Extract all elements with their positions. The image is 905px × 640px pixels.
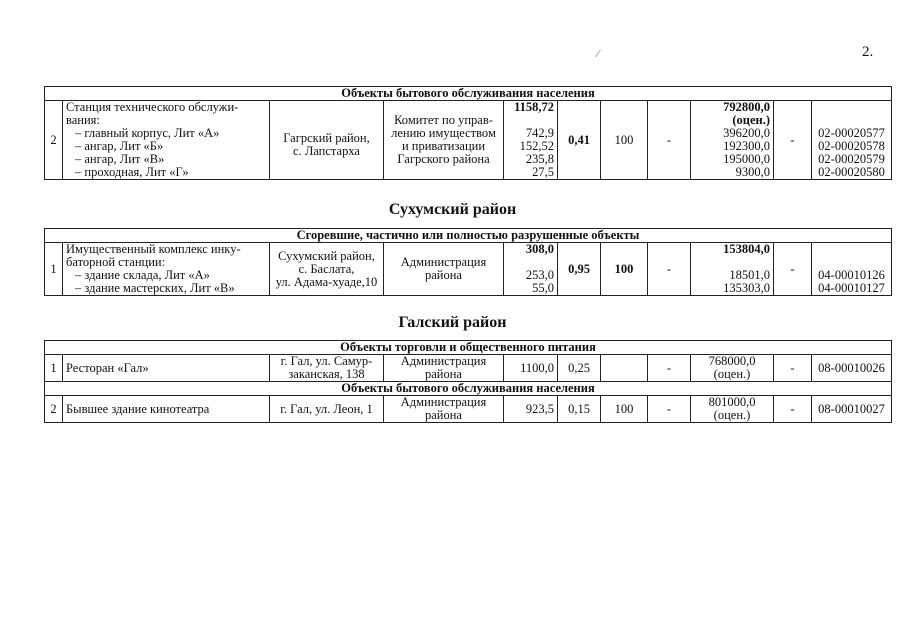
row-number: 1 (45, 355, 63, 382)
object-location: Сухумский район, с. Баслата, ул. Адама-хуаде,10 (270, 243, 384, 296)
registry-number: 08-00010027 (812, 396, 892, 423)
object-area: 923,5 (504, 396, 558, 423)
row-number: 2 (45, 396, 63, 423)
object-location: Гагрский район, с. Лапстарха (270, 101, 384, 180)
object-dash-2: - (774, 396, 812, 423)
table-row (45, 101, 892, 180)
object-value: 792800,0 (оцен.) 396200,0 192300,0 195000,0 9300,0 (691, 101, 774, 180)
scan-mark: ⁄ (597, 48, 599, 60)
object-holder: Администрация района (384, 396, 504, 423)
object-percent: 100 (601, 101, 648, 180)
object-dash-2: - (774, 355, 812, 382)
object-dash: - (648, 101, 691, 180)
object-percent: 100 (601, 243, 648, 296)
object-area: 1100,0 (504, 355, 558, 382)
property-table-sukhum (44, 228, 892, 296)
district-heading: Сухумский район (388, 201, 517, 218)
object-dash: - (648, 396, 691, 423)
object-holder: Администрация района (384, 243, 504, 296)
object-holder: Администрация района (384, 355, 504, 382)
object-ratio: 0,41 (558, 101, 601, 180)
table-row (45, 355, 892, 382)
object-name: Ресторан «Гал» (63, 355, 270, 382)
section-header: Объекты торговли и общественного питания (45, 341, 892, 355)
object-location: г. Гал, ул. Леон, 1 (270, 396, 384, 423)
object-name: Бывшее здание кинотеатра (63, 396, 270, 423)
table-row (45, 243, 892, 296)
district-heading: Галский район (398, 314, 507, 331)
registry-numbers: 02-00020577 02-00020578 02-00020579 02-00020580 (812, 101, 892, 180)
row-number: 1 (45, 243, 63, 296)
object-value: 768000,0 (оцен.) (691, 355, 774, 382)
table-row (45, 396, 892, 423)
object-dash: - (648, 243, 691, 296)
object-dash-2: - (774, 243, 812, 296)
object-location: г. Гал, ул. Самур- заканская, 138 (270, 355, 384, 382)
page-number: 2. (862, 44, 874, 60)
section-header: Объекты бытового обслуживания населения (45, 87, 892, 101)
object-holder: Комитет по управ- лению имуществом и приватизации Гагрского района (384, 101, 504, 180)
property-table-gal (44, 340, 892, 423)
section-header: Объекты бытового обслуживания населения (45, 382, 892, 396)
property-table-gagra (44, 86, 892, 180)
object-dash: - (648, 355, 691, 382)
object-area: 308,0 253,0 55,0 (504, 243, 558, 296)
section-header: Сгоревшие, частично или полностью разрушенные объекты (45, 229, 892, 243)
registry-numbers: 04-00010126 04-00010127 (812, 243, 892, 296)
object-ratio: 0,95 (558, 243, 601, 296)
object-dash-2: - (774, 101, 812, 180)
object-ratio: 0,15 (558, 396, 601, 423)
object-percent: 100 (601, 396, 648, 423)
object-name: Станция технического обслужи- вания: – главный корпус, Лит «А» – ангар, Лит «Б» – ангар, Лит «В» – проходная, Лит «Г» (63, 101, 270, 180)
registry-number: 08-00010026 (812, 355, 892, 382)
row-number: 2 (45, 101, 63, 180)
object-value: 153804,0 18501,0 135303,0 (691, 243, 774, 296)
object-name: Имущественный комплекс инку- баторной станции: – здание склада, Лит «А» – здание мастерских, Лит «В» (63, 243, 270, 296)
object-ratio: 0,25 (558, 355, 601, 382)
object-value: 801000,0 (оцен.) (691, 396, 774, 423)
object-area: 1158,72 742,9 152,52 235,8 27,5 (504, 101, 558, 180)
object-percent (601, 355, 648, 382)
